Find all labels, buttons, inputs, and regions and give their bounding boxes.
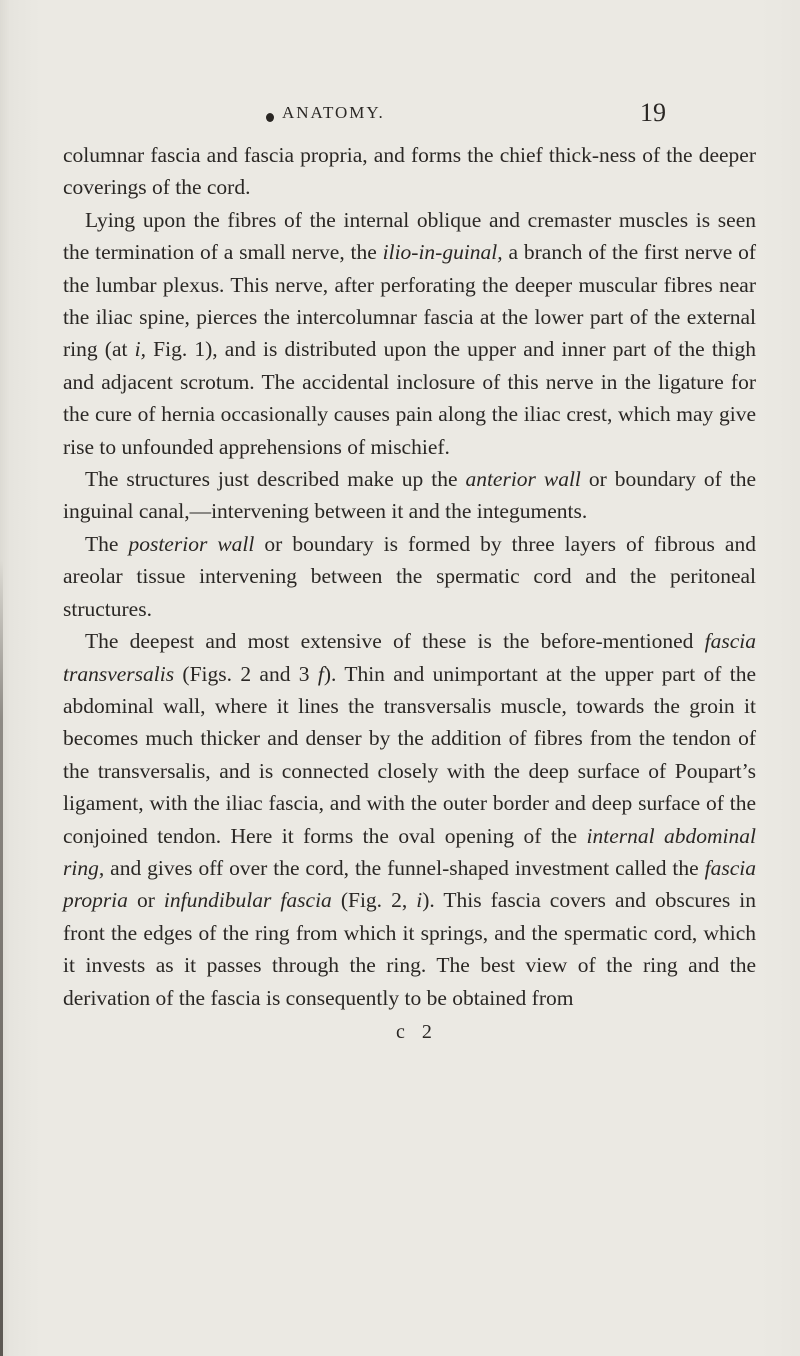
italic-term: anterior wall: [465, 467, 581, 492]
paragraph: [63, 204, 756, 463]
text-run: or boundary is formed by three layers of fibrous and areolar tissue intervening between the spermatic cord and the peritoneal structures.: [63, 531, 756, 621]
page-number: 19: [640, 98, 666, 127]
text-run: Lying upon the fibres of the internal oblique and cremaster muscles is seen the termination of a small nerve, the: [63, 207, 756, 265]
italic-term: f: [317, 661, 324, 686]
text-run: or boundary of the inguinal canal,—intervening between it and the integuments.: [63, 467, 756, 524]
italic-term: infundibular fascia: [163, 888, 332, 913]
paragraph: [63, 139, 756, 204]
text-run: ). This fascia covers and obscures in front the edges of the ring from which it springs, and the spermatic cord, which it invests as it passes through the ring. The best view of the ring and the derivation of the fascia is consequently to be obtained from: [63, 888, 756, 1010]
italic-term: i: [416, 888, 423, 913]
text-run: a branch of the first nerve of the lumbar plexus. This nerve, after perforating the deeper muscular fibres near the iliac spine, pierces the intercolumnar fascia at the lower part of the external ring (at: [63, 240, 756, 362]
running-head: ANATOMY.: [282, 103, 385, 122]
text-run: or: [127, 888, 164, 913]
text-run: (Fig. 2,: [331, 888, 417, 913]
body-text: [63, 139, 756, 1014]
text-run: ). Thin and unimportant at the upper part of the abdominal wall, where it lines the transversalis muscle, towards the groin it becomes much thicker and denser by the addition of fibres from the tendon of the transversalis, and is connected closely with the deep surface of Poupart’s ligament, with the iliac fascia, and with the outer border and deep surface of the conjoined tendon. Here it forms the oval opening of the: [63, 661, 757, 848]
text-run: The deepest and most extensive of these is the before-mentioned: [85, 629, 705, 654]
text-run: (Figs. 2 and 3: [174, 661, 318, 686]
page-edge-shadow: [0, 560, 3, 1356]
text-run: The: [85, 531, 129, 556]
italic-term: i,: [134, 337, 146, 362]
bullet-mark-icon: [266, 113, 274, 122]
page-header: [0, 100, 800, 130]
italic-term: fascia propria: [63, 855, 756, 913]
text-run: and gives off over the cord, the funnel-shaped investment called the: [104, 855, 705, 880]
paragraph: [63, 528, 756, 625]
italic-term: ilio-in-guinal,: [382, 240, 503, 265]
signature-mark: c 2: [396, 1021, 438, 1043]
paragraph: [63, 625, 756, 1014]
text-run: Fig. 1), and is distributed upon the upper and inner part of the thigh and adjacent scrotum. The accidental inclosure of this nerve in the ligature for the cure of hernia occasionally causes pain along the iliac crest, which may give rise to unfounded apprehensions of mischief.: [63, 337, 757, 459]
text-run: columnar fascia and fascia propria, and forms the chief thick-ness of the deeper coverings of the cord.: [63, 143, 756, 200]
italic-term: posterior wall: [128, 531, 255, 556]
italic-term: fascia transversalis: [63, 629, 756, 686]
text-run: The structures just described make up the: [85, 467, 466, 492]
italic-term: internal abdominal ring,: [63, 823, 756, 880]
paragraph: [63, 463, 756, 528]
signature-line: [0, 1010, 800, 1046]
